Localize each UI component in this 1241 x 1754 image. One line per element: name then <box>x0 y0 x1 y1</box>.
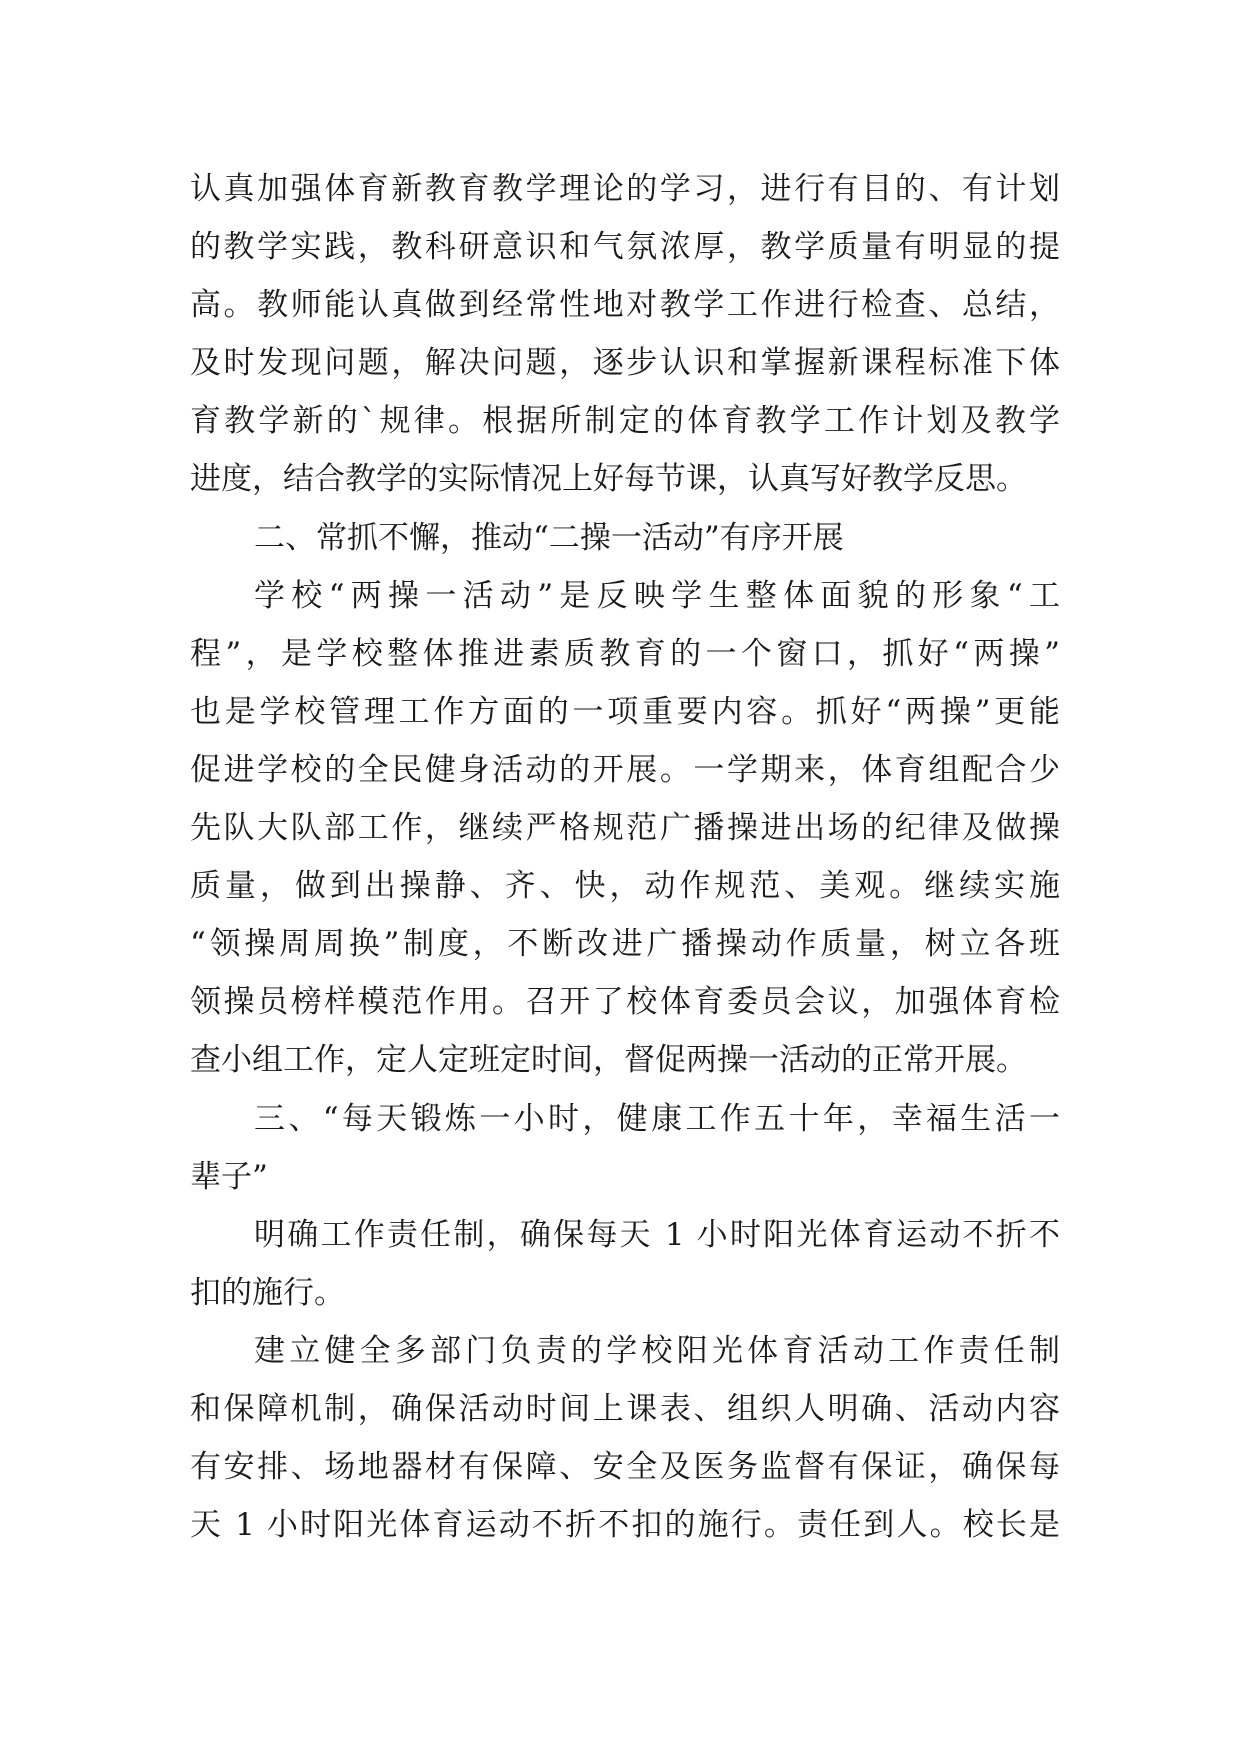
text-line: 和保障机制，确保活动时间上课表、组织人明确、活动内容 <box>190 1390 1060 1427</box>
text-line: 天 1 小时阳光体育运动不折不扣的施行。责任到人。校长是 <box>190 1507 1060 1544</box>
text-line: 学校“两操一活动”是反映学生整体面貌的形象“工 <box>254 577 1060 614</box>
text-line: 有安排、场地器材有保障、安全及医务监督有保证，确保每 <box>190 1449 1060 1486</box>
text-line: 辈子” <box>190 1158 268 1195</box>
text-line: 质量，做到出操静、齐、快，动作规范、美观。继续实施 <box>190 868 1060 905</box>
text-line: 查小组工作，定人定班定时间，督促两操一活动的正常开展。 <box>190 1042 1027 1079</box>
text-line: 也是学校管理工作方面的一项重要内容。抓好“两操”更能 <box>190 693 1060 730</box>
text-line: 及时发现问题，解决问题，逐步认识和掌握新课程标准下体 <box>190 345 1060 382</box>
text-line: 进度，结合教学的实际情况上好每节课，认真写好教学反思。 <box>190 461 1027 498</box>
text-line: 领操员榜样模范作用。召开了校体育委员会议，加强体育检 <box>190 984 1060 1021</box>
text-line: 的教学实践，教科研意识和气氛浓厚，教学质量有明显的提 <box>190 229 1060 266</box>
text-line: 三、“每天锻炼一小时，健康工作五十年，幸福生活一 <box>254 1100 1060 1137</box>
text-line: 二、常抓不懈，推动“二操一活动”有序开展 <box>254 519 844 556</box>
text-line: 明确工作责任制，确保每天 1 小时阳光体育运动不折不 <box>254 1216 1060 1253</box>
text-line: 促进学校的全民健身活动的开展。一学期来，体育组配合少 <box>190 751 1060 788</box>
document-body <box>190 160 1060 1554</box>
text-line: 认真加强体育新教育教学理论的学习，进行有目的、有计划 <box>190 171 1060 207</box>
text-line: 扣的施行。 <box>190 1274 345 1311</box>
text-line: 程”，是学校整体推进素质教育的一个窗口，抓好“两操” <box>190 635 1060 672</box>
text-line: “领操周周换”制度，不断改进广播操动作质量，树立各班 <box>190 926 1060 963</box>
text-line: 先队大队部工作，继续严格规范广播操进出场的纪律及做操 <box>190 810 1060 847</box>
text-line: 高。教师能认真做到经常性地对教学工作进行检查、总结， <box>190 287 1060 324</box>
text-line: 育教学新的`规律。根据所制定的体育教学工作计划及教学 <box>190 403 1060 440</box>
text-line: 建立健全多部门负责的学校阳光体育活动工作责任制 <box>254 1332 1060 1369</box>
